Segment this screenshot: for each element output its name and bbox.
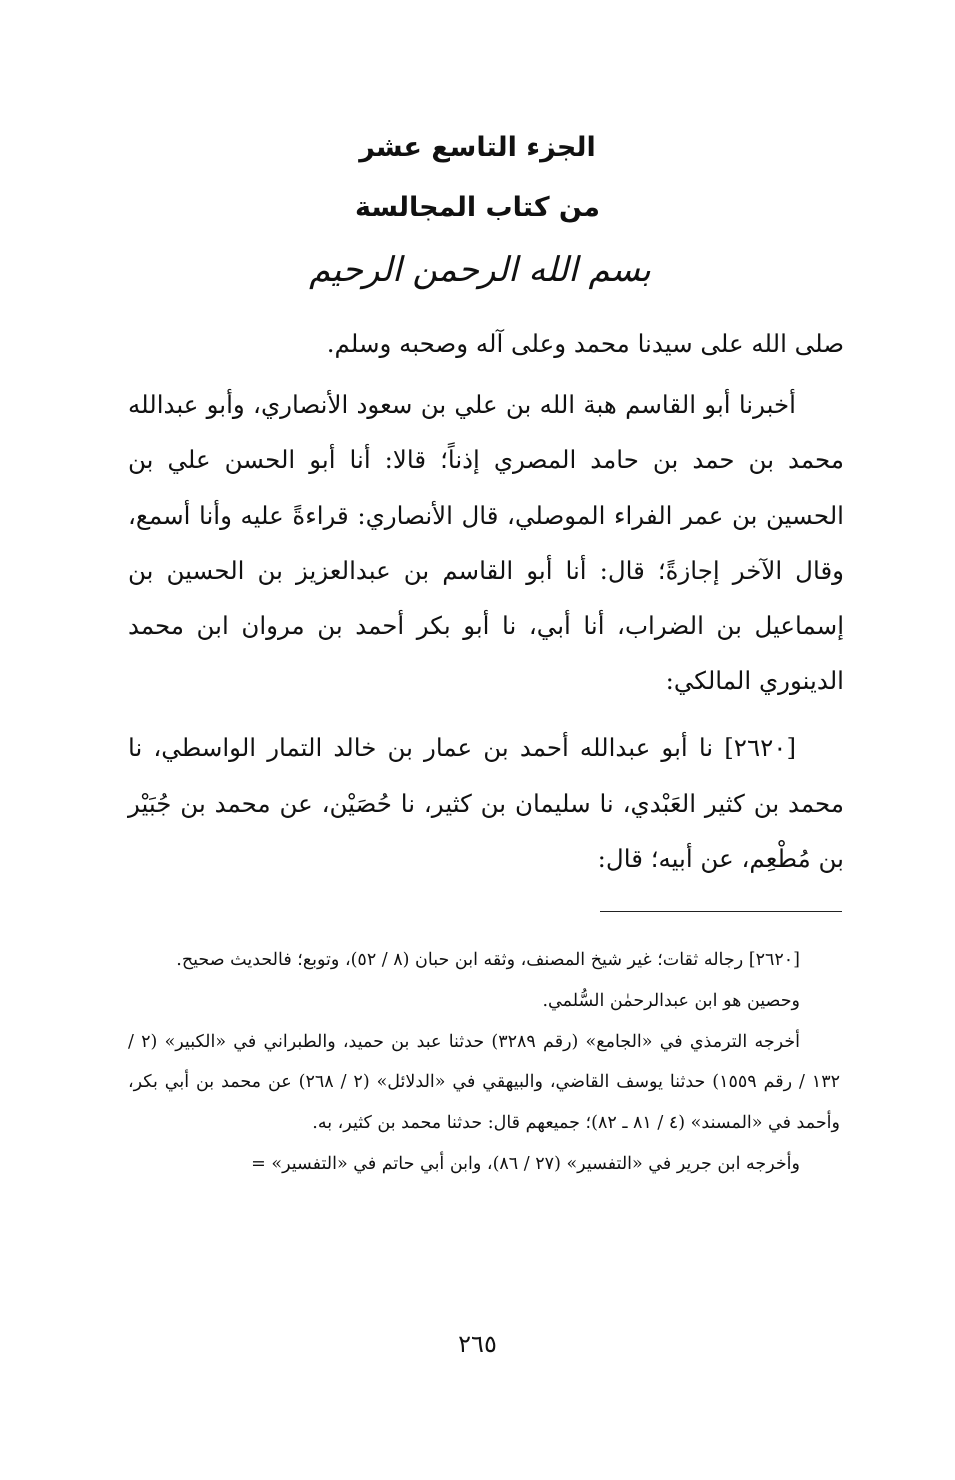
footnote-2: وحصين هو ابن عبدالرحمٰن السُّلمي. [542,990,800,1011]
main-text [128,316,844,898]
book-title: من كتاب المجالسة [355,192,600,223]
footnote-4: وأخرجه ابن جرير في «التفسير» (٢٧ / ٨٦)، وابن أبي حاتم في «التفسير» = [251,1153,800,1174]
footnote-3: أخرجه الترمذي في «الجامع» (رقم ٣٢٨٩) حدثنا عبد بن حميد، والطبراني في «الكبير» (٢ / ١٣٢ / رقم ١٥٥٩) حدثنا يوسف القاضي، والبيهقي في «الدلائل» (٢ / ٢٦٨) عن محمد بن أبي بكر، وأحمد في «المسند» (٤ / ٨١ ـ ٨٢)؛ جميعهم قال: حدثنا محمد بن كثير، به. [128,1031,840,1134]
salutation-line: صلى الله على سيدنا محمد وعلى آله وصحبه وسلم. [326,329,844,358]
page-number: ٢٦٥ [458,1330,497,1358]
hadith-number: [٢٦٢٠] [724,733,796,763]
basmala-calligraphy [309,230,651,310]
section-headings [0,118,955,238]
hadith-text: نا أبو عبدالله أحمد بن عمار بن خالد التمار الواسطي، نا محمد بن كثير العَبْدي، نا سليمان بن كثير، نا حُصَيْن، عن محمد بن جُبَيْر بن مُطْعِم، عن أبيه؛ قال: [128,733,844,873]
basmala-text: بسم الله الرحمن الرحيم [309,250,651,290]
hadith-paragraph [128,720,844,886]
footnote-divider [600,911,842,912]
footnote-1: [٢٦٢٠] رجاله ثقات؛ غير شيخ المصنف، وثقه ابن حبان (٨ / ٥٢)، وتوبع؛ فالحديث صحيح. [176,950,800,970]
isnad-paragraph: أخبرنا أبو القاسم هبة الله بن علي بن سعود الأنصاري، وأبو عبدالله محمد بن حمد بن حامد المصري إذناً؛ قالا: أنا أبو الحسن علي بن الحسين بن عمر الفراء الموصلي، قال الأنصاري: قراءةً عليه وأنا أسمع، وقال الآخر إجازةً؛ قال: أنا أبو القاسم بن عبدالعزيز بن الحسين بن إسماعيل بن الضراب، أنا أبي، نا أبو بكر أحمد بن مروان ابن محمد الدينوري المالكي: [128,390,844,696]
footnotes [128,940,840,1185]
part-title: الجزء التاسع عشر [359,132,596,163]
